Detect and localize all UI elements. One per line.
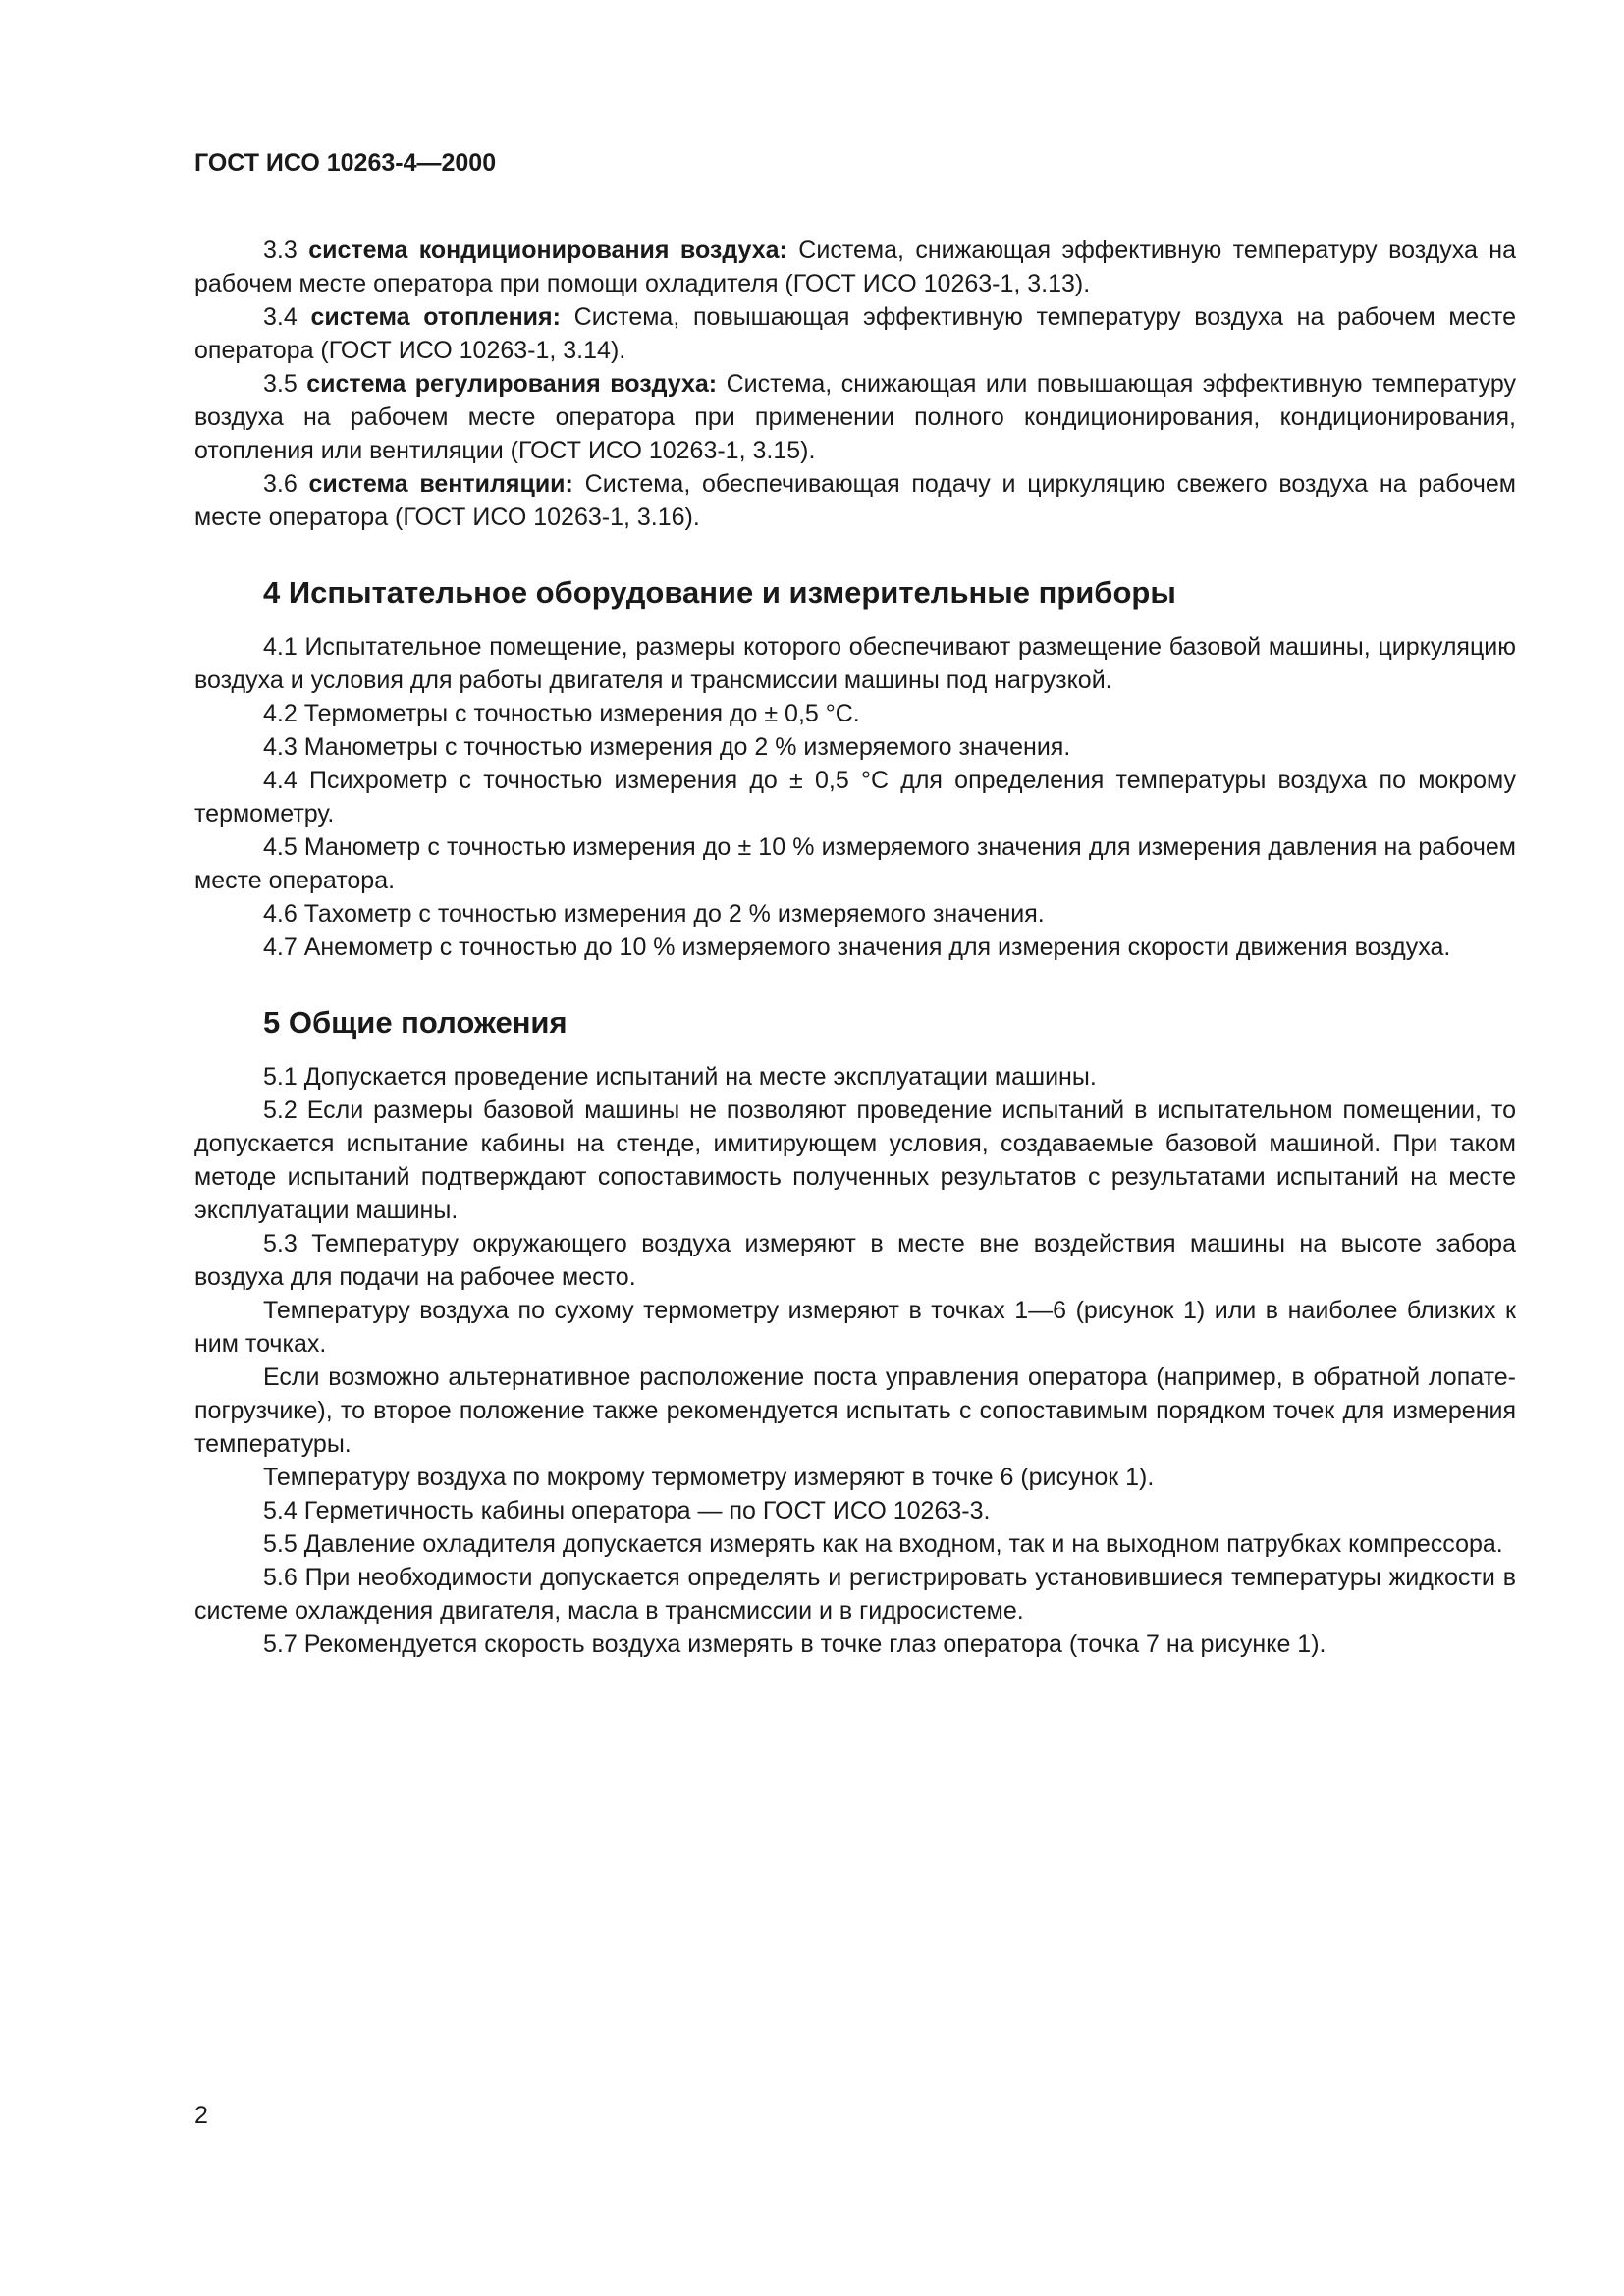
definition-term: система кондиционирования воздуха: xyxy=(308,237,787,264)
definition-text: Система, снижающая эффективную температуру воздуха на рабочем месте оператора при помощи охладителя (ГОСТ ИСО 10263-1, 3.13). xyxy=(194,237,1516,297)
definition-term: система отопления: xyxy=(310,303,561,331)
definition-3-5 xyxy=(194,367,1516,467)
paragraph-4-3: 4.3 Манометры с точностью измерения до 2 % измеряемого значения. xyxy=(263,733,1071,761)
definition-3-4 xyxy=(194,300,1516,367)
section-4 xyxy=(194,573,1516,964)
paragraph-5-3-wet-bulb: Температуру воздуха по мокрому термометру измеряют в точке 6 (рисунок 1). xyxy=(263,1464,1155,1491)
paragraph-5-2: 5.2 Если размеры базовой машины не позволяют проведение испытаний в испытательном помещении, то допускается испытание кабины на стенде, имитирующем условия, создаваемые базовой машиной. При таком методе испытаний подтверждают сопоставимость полученных результатов с результатами испытаний на месте эксплуатации машины. xyxy=(194,1096,1516,1224)
definition-text: Система, повышающая эффективную температуру воздуха на рабочем месте оператора (ГОСТ ИСО 10263-1, 3.14). xyxy=(194,303,1516,364)
definition-text: Система, обеспечивающая подачу и циркуляцию свежего воздуха на рабочем месте оператора (ГОСТ ИСО 10263-1, 3.16). xyxy=(194,470,1516,531)
document-page xyxy=(194,147,1516,1661)
clause-number: 3.6 xyxy=(263,470,298,498)
section-5 xyxy=(194,1003,1516,1661)
paragraph-5-7: 5.7 Рекомендуется скорость воздуха измерять в точке глаз оператора (точка 7 на рисунке 1). xyxy=(263,1630,1326,1658)
clause-number: 3.5 xyxy=(263,370,298,398)
paragraph-5-3-dry-bulb: Температуру воздуха по сухому термометру измеряют в точках 1—6 (рисунок 1) или в наиболее близких к ним точках. xyxy=(194,1297,1516,1358)
definition-3-3 xyxy=(194,234,1516,300)
paragraph-5-6: 5.6 При необходимости допускается определять и регистрировать установившиеся температуры жидкости в системе охлаждения двигателя, масла в трансмиссии и в гидросистеме. xyxy=(194,1564,1516,1625)
definition-3-6 xyxy=(194,467,1516,534)
paragraph-4-2: 4.2 Термометры с точностью измерения до ± 0,5 °С. xyxy=(263,700,860,727)
paragraph-4-6: 4.6 Тахометр с точностью измерения до 2 % измеряемого значения. xyxy=(263,900,1045,928)
definition-term: система регулирования воздуха: xyxy=(306,370,718,398)
paragraph-4-5: 4.5 Манометр с точностью измерения до ± 10 % измеряемого значения для измерения давления на рабочем месте оператора. xyxy=(194,833,1516,894)
section-4-heading: 4 Испытательное оборудование и измерительные приборы xyxy=(263,575,1176,610)
definition-text: Система, снижающая или повышающая эффективную температуру воздуха на рабочем месте оператора при применении полного кондиционирования, кондиционирования, отопления или вентиляции (ГОСТ ИСО 10263-1, 3.15). xyxy=(194,370,1517,464)
paragraph-5-3: 5.3 Температуру окружающего воздуха измеряют в месте вне воздействия машины на высоте забора воздуха для подачи на рабочее место. xyxy=(194,1230,1516,1291)
section-3-definitions xyxy=(194,234,1516,534)
clause-number: 3.3 xyxy=(263,237,298,264)
paragraph-5-5: 5.5 Давление охладителя допускается измерять как на входном, так и на выходном патрубках компрессора. xyxy=(263,1530,1503,1558)
running-header: ГОСТ ИСО 10263-4—2000 xyxy=(194,149,497,177)
paragraph-4-7: 4.7 Анемометр с точностью до 10 % измеряемого значения для измерения скорости движения воздуха. xyxy=(263,934,1451,961)
section-5-heading: 5 Общие положения xyxy=(263,1005,568,1040)
definition-term: система вентиляции: xyxy=(308,470,573,498)
paragraph-5-3-alternative: Если возможно альтернативное расположение поста управления оператора (например, в обратной лопате-погрузчике), то второе положение также рекомендуется испытать с сопоставимым порядком точек для измерения температуры. xyxy=(194,1363,1516,1458)
paragraph-4-4: 4.4 Психрометр с точностью измерения до ± 0,5 °С для определения температуры воздуха по мокрому термометру. xyxy=(194,767,1516,828)
clause-number: 3.4 xyxy=(263,303,298,331)
paragraph-5-4: 5.4 Герметичность кабины оператора — по ГОСТ ИСО 10263-3. xyxy=(263,1497,991,1524)
paragraph-5-1: 5.1 Допускается проведение испытаний на месте эксплуатации машины. xyxy=(263,1063,1097,1091)
paragraph-4-1: 4.1 Испытательное помещение, размеры которого обеспечивают размещение базовой машины, циркуляцию воздуха и условия для работы двигателя и трансмиссии машины под нагрузкой. xyxy=(194,633,1516,694)
page-number: 2 xyxy=(194,2102,208,2129)
